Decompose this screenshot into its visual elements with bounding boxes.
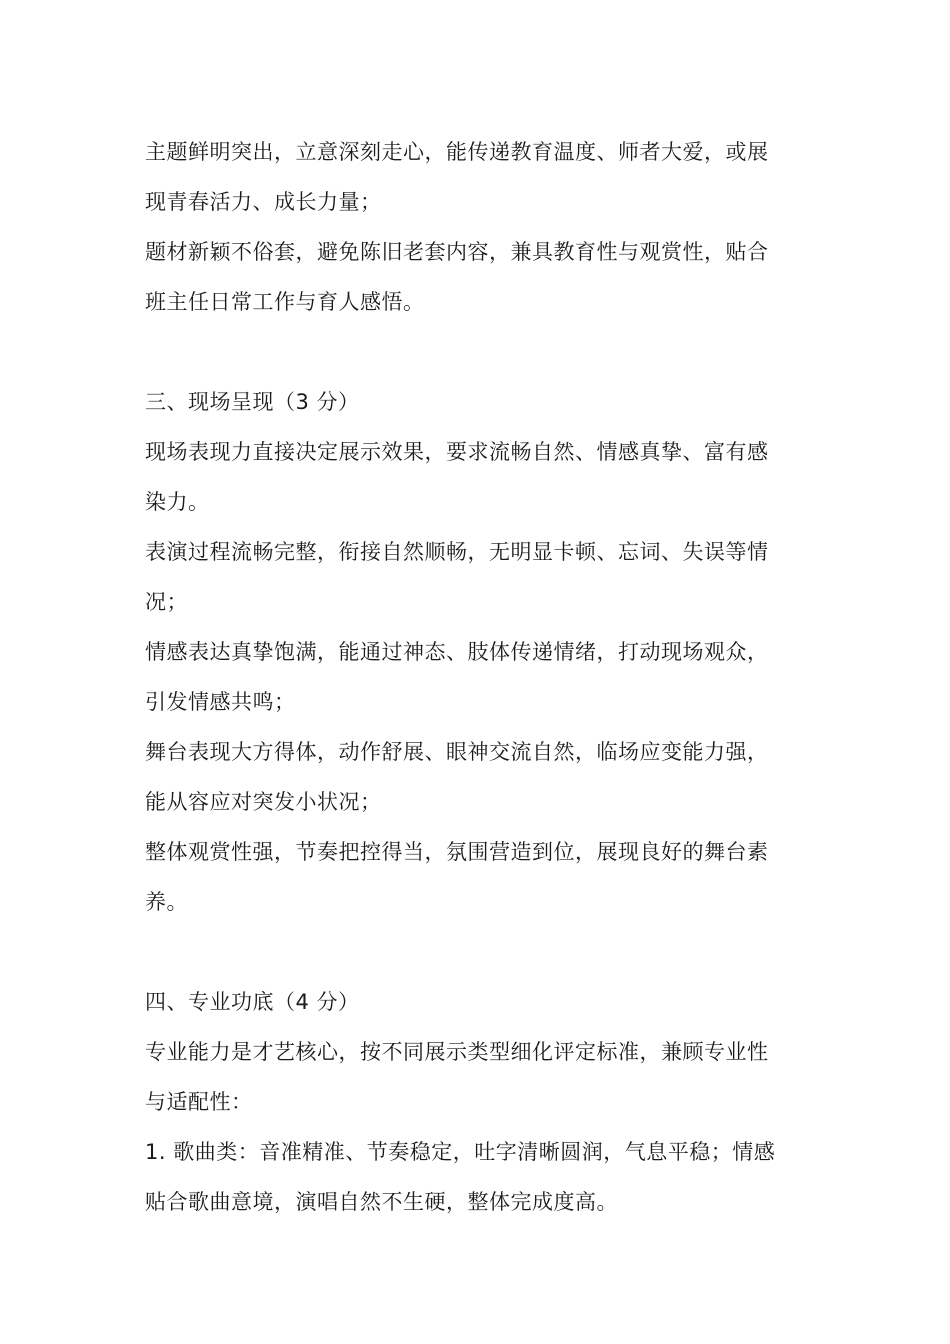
text-line: 能从容应对突发小状况； bbox=[145, 790, 382, 814]
text-line: 现场表现力直接决定展示效果，要求流畅自然、情感真挚、富有感 bbox=[145, 440, 769, 464]
text-line: 主题鲜明突出，立意深刻走心，能传递教育温度、师者大爱，或展 bbox=[145, 140, 769, 164]
text-line: 与适配性： bbox=[145, 1090, 253, 1114]
section-heading: 四、专业功底（4 分） bbox=[145, 990, 360, 1014]
text-line: 1. 歌曲类：音准精准、节奏稳定，吐字清晰圆润，气息平稳；情感 bbox=[145, 1140, 776, 1164]
text-line: 专业能力是才艺核心，按不同展示类型细化评定标准，兼顾专业性 bbox=[145, 1040, 769, 1064]
text-line: 整体观赏性强，节奏把控得当，氛围营造到位，展现良好的舞台素 bbox=[145, 840, 769, 864]
text-line: 引发情感共鸣； bbox=[145, 690, 296, 714]
paragraph-gap bbox=[145, 327, 810, 377]
section-heading: 三、现场呈现（3 分） bbox=[145, 390, 360, 414]
text-line: 班主任日常工作与育人感悟。 bbox=[145, 290, 425, 314]
document-page bbox=[145, 127, 810, 1227]
text-line: 现青春活力、成长力量； bbox=[145, 190, 382, 214]
paragraph-gap bbox=[145, 927, 810, 977]
text-line: 情感表达真挚饱满，能通过神态、肢体传递情绪，打动现场观众， bbox=[145, 640, 769, 664]
text-line: 况； bbox=[145, 590, 188, 614]
text-line: 贴合歌曲意境，演唱自然不生硬，整体完成度高。 bbox=[145, 1190, 618, 1214]
text-line: 舞台表现大方得体，动作舒展、眼神交流自然，临场应变能力强， bbox=[145, 740, 769, 764]
text-line: 养。 bbox=[145, 890, 188, 914]
text-line: 题材新颖不俗套，避免陈旧老套内容，兼具教育性与观赏性，贴合 bbox=[145, 240, 769, 264]
text-line: 表演过程流畅完整，衔接自然顺畅，无明显卡顿、忘词、失误等情 bbox=[145, 540, 769, 564]
text-line: 染力。 bbox=[145, 490, 210, 514]
